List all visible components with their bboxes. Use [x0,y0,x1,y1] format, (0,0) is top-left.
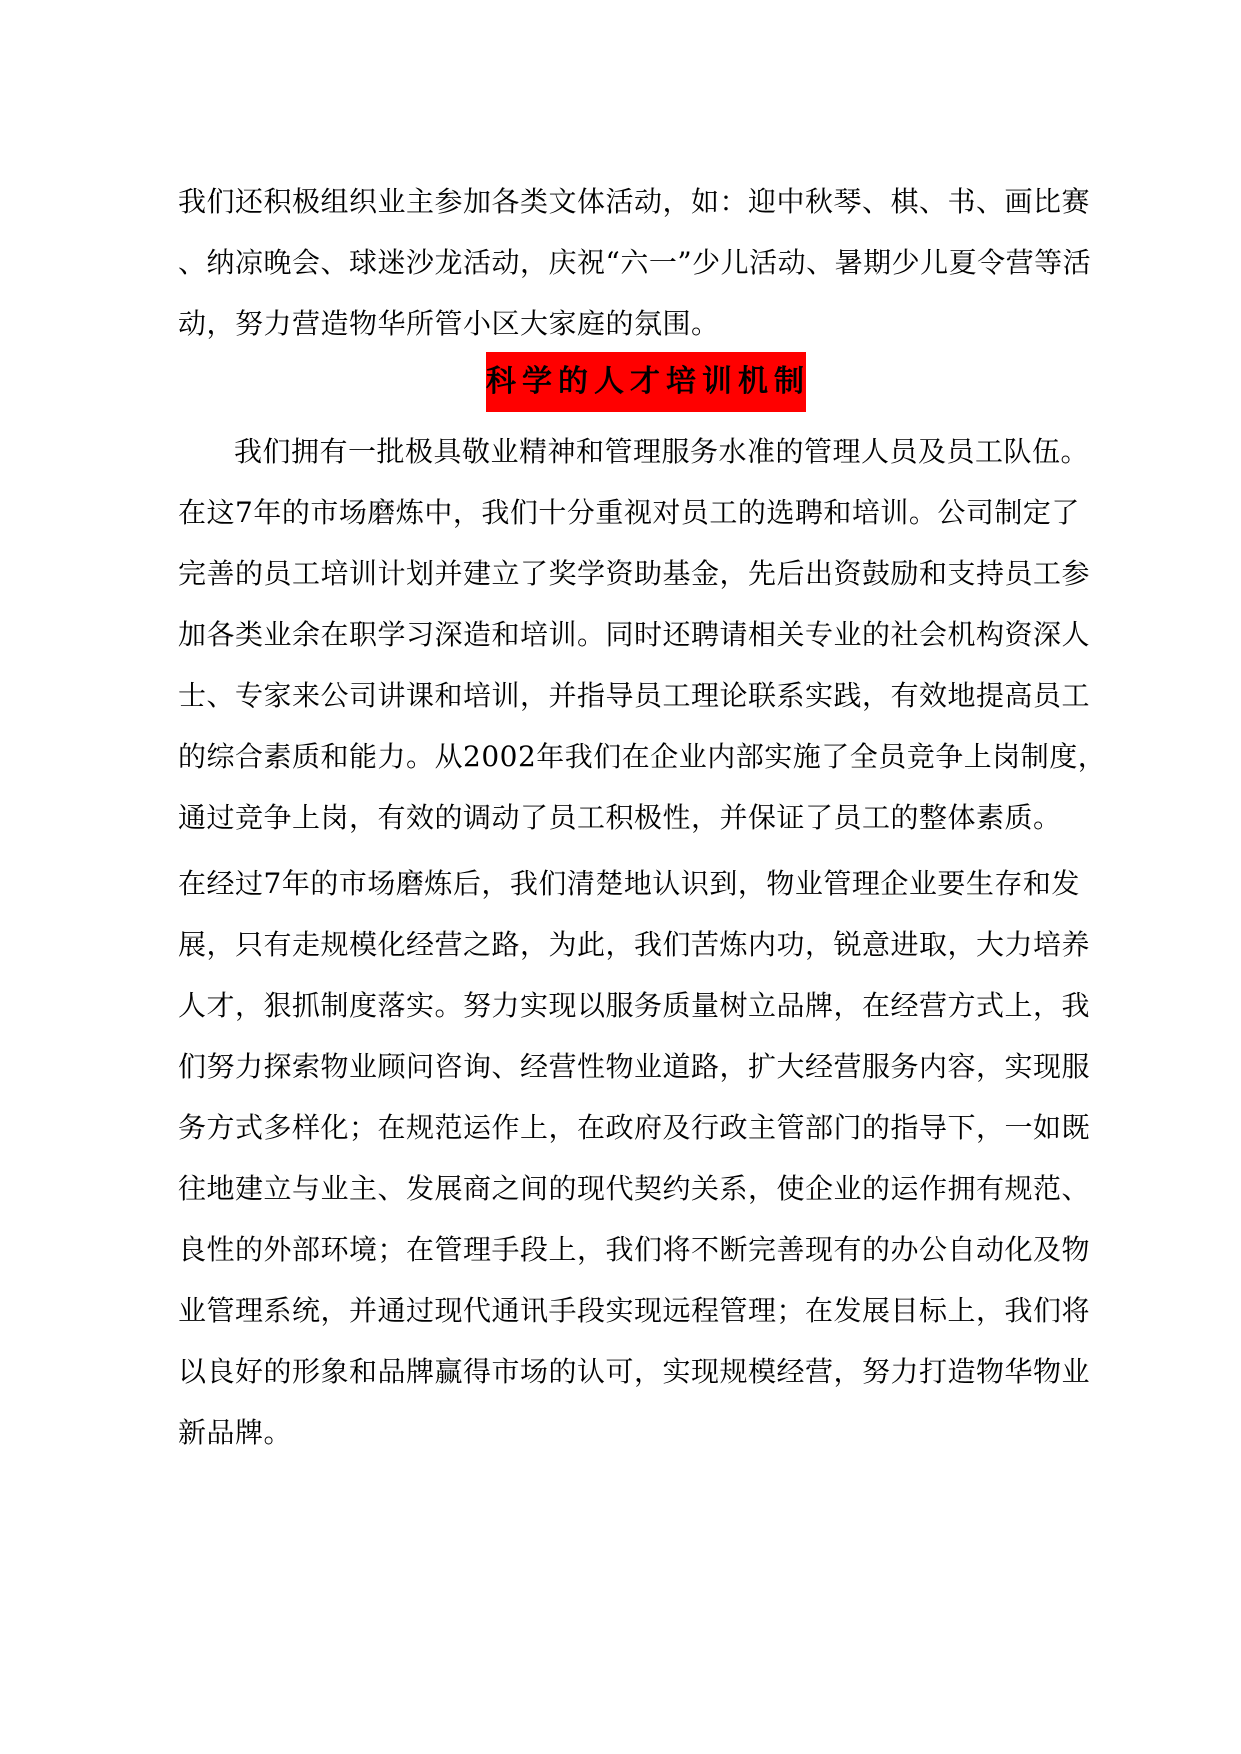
paragraph-2-line-2: 在这7年的市场磨炼中，我们十分重视对员工的选聘和培训。公司制定了 [178,496,1080,529]
paragraph-3-line-10: 新品牌。 [178,1416,293,1449]
paragraph-3-line-9: 以良好的形象和品牌赢得市场的认可，实现规模经营，努力打造物华物业 [178,1355,1091,1388]
paragraph-2-line-6: 的综合素质和能力。从2002年我们在企业内部实施了全员竞争上岗制度， [178,740,1107,773]
paragraph-3-line-6: 往地建立与业主、发展商之间的现代契约关系，使企业的运作拥有规范、 [178,1172,1091,1205]
paragraph-3-line-3: 人才，狠抓制度落实。努力实现以服务质量树立品牌，在经营方式上，我 [178,989,1091,1022]
paragraph-3-line-1: 在经过7年的市场磨炼后，我们清楚地认识到，物业管理企业要生存和发 [178,867,1080,900]
paragraph-3-line-2: 展，只有走规模化经营之路，为此，我们苦炼内功，锐意进取，大力培养 [178,928,1091,961]
paragraph-3-line-8: 业管理系统，并通过现代通讯手段实现远程管理；在发展目标上，我们将 [178,1294,1091,1327]
paragraph-1-line-3: 动，努力营造物华所管小区大家庭的氛围。 [178,307,720,340]
paragraph-3-line-7: 良性的外部环境；在管理手段上，我们将不断完善现有的办公自动化及物 [178,1233,1091,1266]
paragraph-1-line-1: 我们还积极组织业主参加各类文体活动，如：迎中秋琴、棋、书、画比赛 [178,185,1091,218]
paragraph-2-line-4: 加各类业余在职学习深造和培训。同时还聘请相关专业的社会机构资深人 [178,618,1091,651]
paragraph-2-line-7: 通过竞争上岗，有效的调动了员工积极性，并保证了员工的整体素质。 [178,801,1062,834]
section-heading: 科学的人才培训机制 [486,364,810,399]
paragraph-2-line-1: 我们拥有一批极具敬业精神和管理服务水准的管理人员及员工队伍。 [234,435,1090,468]
paragraph-2-line-5: 士、专家来公司讲课和培训，并指导员工理论联系实践，有效地提高员工 [178,679,1091,712]
paragraph-3-line-5: 务方式多样化；在规范运作上，在政府及行政主管部门的指导下，一如既 [178,1111,1091,1144]
section-heading-highlight [486,352,810,412]
paragraph-1-line-2: 、纳凉晚会、球迷沙龙活动，庆祝“六一”少儿活动、暑期少儿夏令营等活 [178,246,1092,279]
paragraph-2-line-3: 完善的员工培训计划并建立了奖学资助基金，先后出资鼓励和支持员工参 [178,557,1091,590]
paragraph-3-line-4: 们努力探索物业顾问咨询、经营性物业道路，扩大经营服务内容，实现服 [178,1050,1091,1083]
